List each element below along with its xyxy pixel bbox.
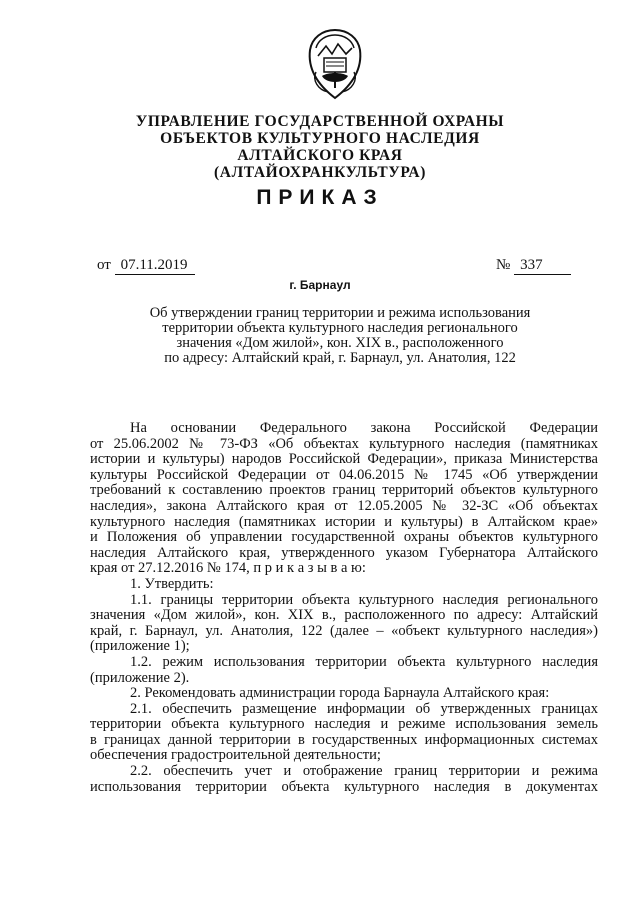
body-line: наследия», закона Алтайского края от 12.05.2005 № 32-ЗС «Об объектах [90, 497, 598, 514]
body-line: 2.1. обеспечить размещение информации об утвержденных границах [130, 700, 598, 717]
city-label: г. Барнаул [289, 278, 351, 292]
body-line: края от 27.12.2016 № 174, п р и к а з ы в а ю: [90, 560, 366, 577]
body-line: использования территории объекта культурного наследия в документах [90, 778, 598, 795]
date-field [97, 257, 195, 275]
subject-line: Об утверждении границ территории и режима использования [149, 305, 531, 321]
subject-line: по адресу: Алтайский край, г. Барнаул, ул. Анатолия, 122 [164, 350, 516, 366]
body-line: от 25.06.2002 № 73-ФЗ «Об объектах культурного наследия (памятниках [90, 435, 598, 452]
body-text [90, 421, 598, 795]
body-line: (приложение 1); [90, 638, 190, 655]
org-name-line-2: ОБЪЕКТОВ КУЛЬТУРНОГО НАСЛЕДИЯ [160, 130, 480, 147]
body-line: 1. Утвердить: [130, 575, 214, 592]
body-line: территории объекта культурного наследия и режиме использования земель [90, 716, 598, 733]
body-line: 1.1. границы территории объекта культурного наследия регионального [130, 591, 598, 608]
body-line: 2.2. обеспечить учет и отображение границ территории и режима [130, 763, 598, 780]
org-name-line-1: УПРАВЛЕНИЕ ГОСУДАРСТВЕННОЙ ОХРАНЫ [135, 113, 505, 130]
body-line: в границах данной территории в государственных информационных системах [90, 731, 598, 748]
date-value: 07.11.2019 [115, 257, 195, 275]
body-line: культурного наследия (памятниках истории и культуры) в Алтайском крае» [90, 513, 598, 530]
subject-block [120, 306, 560, 366]
body-line: значения «Дом жилой», кон. XIX в., расположенного по адресу: Алтайский [90, 607, 598, 624]
subject-line: значения «Дом жилой», кон. XIX в., расположенного [176, 335, 504, 351]
body-line: обеспечения градостроительной деятельности; [90, 747, 381, 764]
body-line: (приложение 2). [90, 669, 190, 686]
body-line: истории и культуры) народов Российской Федерации», приказа Министерства [90, 451, 598, 468]
body-line: и Положения об управлении государственной охраны объектов культурного [90, 529, 598, 546]
body-line: требований к составлению проектов границ территорий объектов культурного [90, 482, 598, 499]
body-line: 1.2. режим использования территории объекта культурного наследия [130, 653, 598, 670]
number-prefix: № [496, 257, 511, 273]
altai-krai-coat-of-arms-icon [304, 26, 366, 102]
body-line: культуры Российской Федерации от 04.06.2015 № 1745 «Об утверждении [90, 466, 598, 483]
org-name-line-3: АЛТАЙСКОГО КРАЯ [237, 147, 403, 164]
org-name-line-4: (АЛТАЙОХРАНКУЛЬТУРА) [214, 164, 426, 181]
body-line: На основании Федерального закона Российской Федерации [130, 420, 598, 436]
body-line: край, г. Барнаул, ул. Анатолия, 122 (далее – «объект культурного наследия») [90, 622, 598, 639]
body-line: 2. Рекомендовать администрации города Барнаула Алтайского края: [130, 685, 550, 702]
date-prefix: от [97, 257, 111, 273]
body-line: наследия Алтайского края, утвержденного указом Губернатора Алтайского [90, 544, 598, 561]
number-field [496, 257, 571, 275]
subject-line: территории объекта культурного наследия регионального [162, 320, 518, 336]
number-value: 337 [514, 257, 571, 275]
document-type-title: ПРИКАЗ [256, 186, 384, 209]
